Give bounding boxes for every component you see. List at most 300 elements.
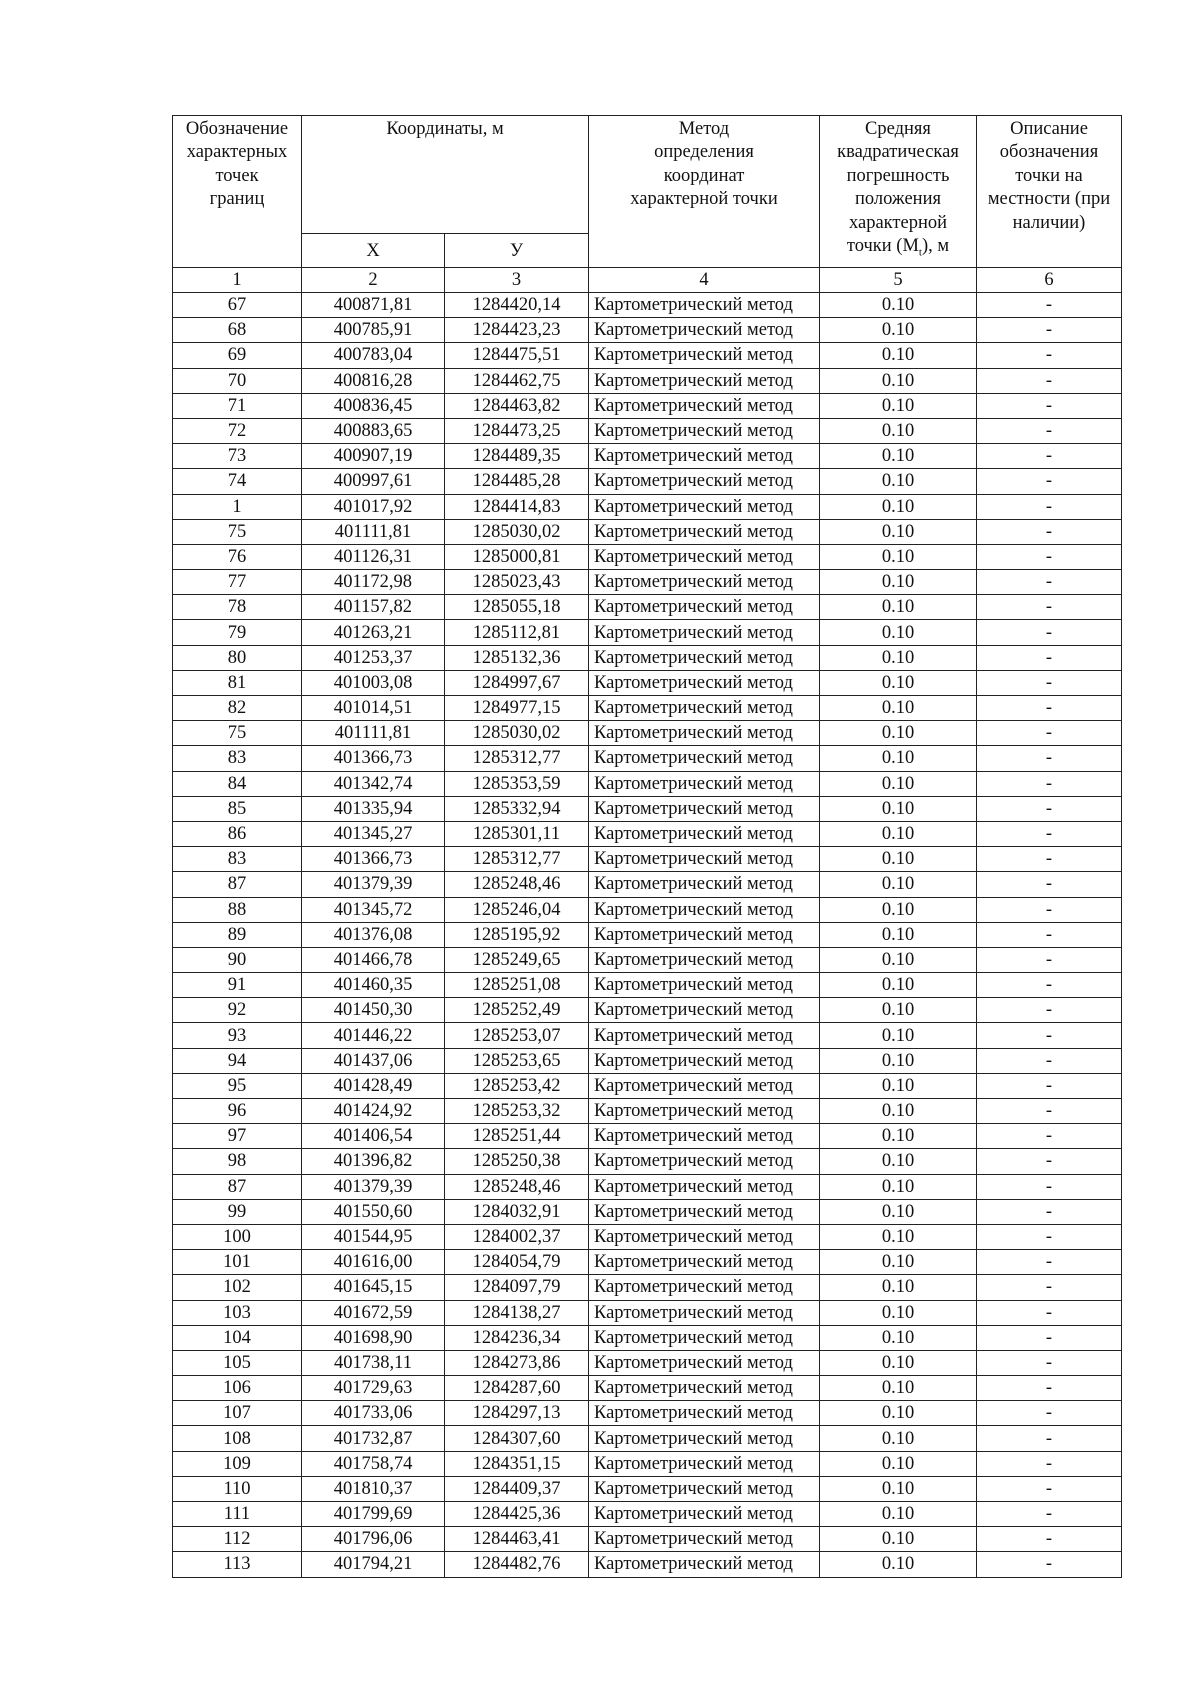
y-coordinate-cell: 1285253,07 (445, 1023, 589, 1048)
method-cell: Картометрический метод (589, 418, 820, 443)
table-row (173, 1250, 1122, 1275)
method-cell: Картометрический метод (589, 1350, 820, 1375)
table-row (173, 998, 1122, 1023)
table-row (173, 519, 1122, 544)
method-cell: Картометрический метод (589, 343, 820, 368)
description-cell: - (977, 1023, 1122, 1048)
table-row (173, 1149, 1122, 1174)
table-row (173, 973, 1122, 998)
point-number-cell: 95 (173, 1073, 302, 1098)
point-number-cell: 94 (173, 1048, 302, 1073)
y-coordinate-cell: 1285055,18 (445, 595, 589, 620)
y-coordinate-cell: 1284463,41 (445, 1527, 589, 1552)
x-coordinate-cell: 400783,04 (302, 343, 445, 368)
table-row (173, 1350, 1122, 1375)
method-cell: Картометрический метод (589, 670, 820, 695)
method-cell: Картометрический метод (589, 1552, 820, 1577)
description-cell: - (977, 645, 1122, 670)
description-cell: - (977, 1552, 1122, 1577)
point-number-cell: 73 (173, 444, 302, 469)
description-cell: - (977, 1502, 1122, 1527)
description-cell: - (977, 1073, 1122, 1098)
table-row (173, 746, 1122, 771)
y-coordinate-cell: 1285248,46 (445, 872, 589, 897)
table-row (173, 721, 1122, 746)
error-cell: 0.10 (820, 570, 977, 595)
y-coordinate-cell: 1284482,76 (445, 1552, 589, 1577)
x-coordinate-cell: 401406,54 (302, 1124, 445, 1149)
x-coordinate-cell: 401450,30 (302, 998, 445, 1023)
point-number-cell: 89 (173, 922, 302, 947)
point-number-cell: 71 (173, 393, 302, 418)
error-cell: 0.10 (820, 494, 977, 519)
x-coordinate-cell: 401446,22 (302, 1023, 445, 1048)
method-cell: Картометрический метод (589, 645, 820, 670)
error-cell: 0.10 (820, 771, 977, 796)
x-coordinate-cell: 401672,59 (302, 1300, 445, 1325)
method-cell: Картометрический метод (589, 544, 820, 569)
method-cell: Картометрический метод (589, 1073, 820, 1098)
y-coordinate-cell: 1285132,36 (445, 645, 589, 670)
x-coordinate-cell: 401758,74 (302, 1451, 445, 1476)
table-row (173, 847, 1122, 872)
error-cell: 0.10 (820, 1023, 977, 1048)
method-cell: Картометрический метод (589, 1502, 820, 1527)
x-coordinate-cell: 401810,37 (302, 1476, 445, 1501)
y-coordinate-cell: 1284473,25 (445, 418, 589, 443)
method-cell: Картометрический метод (589, 771, 820, 796)
method-cell: Картометрический метод (589, 1300, 820, 1325)
y-coordinate-cell: 1284054,79 (445, 1250, 589, 1275)
x-coordinate-cell: 401460,35 (302, 973, 445, 998)
x-coordinate-cell: 400997,61 (302, 469, 445, 494)
table-row (173, 544, 1122, 569)
header-mean-square-error: Средняя квадратическая погрешность положения характерной точки $(M_t)$, м (820, 116, 977, 268)
y-coordinate-cell: 1285248,46 (445, 1174, 589, 1199)
point-number-cell: 98 (173, 1149, 302, 1174)
table-row (173, 1124, 1122, 1149)
y-coordinate-cell: 1284097,79 (445, 1275, 589, 1300)
x-coordinate-cell: 401172,98 (302, 570, 445, 595)
error-cell: 0.10 (820, 343, 977, 368)
table-row (173, 821, 1122, 846)
x-coordinate-cell: 401428,49 (302, 1073, 445, 1098)
description-cell: - (977, 494, 1122, 519)
method-cell: Картометрический метод (589, 1224, 820, 1249)
error-cell: 0.10 (820, 645, 977, 670)
y-coordinate-cell: 1284273,86 (445, 1350, 589, 1375)
y-coordinate-cell: 1285023,43 (445, 570, 589, 595)
point-number-cell: 83 (173, 847, 302, 872)
table-row (173, 393, 1122, 418)
description-cell: - (977, 922, 1122, 947)
point-number-cell: 87 (173, 1174, 302, 1199)
x-coordinate-cell: 401437,06 (302, 1048, 445, 1073)
header-point-designation: Обозначение характерных точек границ (173, 116, 302, 268)
method-cell: Картометрический метод (589, 318, 820, 343)
error-cell: 0.10 (820, 595, 977, 620)
point-number-cell: 85 (173, 796, 302, 821)
x-coordinate-cell: 401111,81 (302, 519, 445, 544)
table-row (173, 494, 1122, 519)
x-coordinate-cell: 401738,11 (302, 1350, 445, 1375)
point-number-cell: 104 (173, 1325, 302, 1350)
description-cell: - (977, 746, 1122, 771)
y-coordinate-cell: 1285030,02 (445, 721, 589, 746)
point-number-cell: 70 (173, 368, 302, 393)
table-row (173, 771, 1122, 796)
y-coordinate-cell: 1284351,15 (445, 1451, 589, 1476)
header-point-description: Описание обозначения точки на местности (при наличии) (977, 116, 1122, 268)
point-number-cell: 72 (173, 418, 302, 443)
x-coordinate-cell: 400816,28 (302, 368, 445, 393)
y-coordinate-cell: 1284307,60 (445, 1426, 589, 1451)
point-number-cell: 97 (173, 1124, 302, 1149)
y-coordinate-cell: 1285000,81 (445, 544, 589, 569)
method-cell: Картометрический метод (589, 746, 820, 771)
method-cell: Картометрический метод (589, 570, 820, 595)
description-cell: - (977, 821, 1122, 846)
header-x: Х (302, 234, 445, 268)
point-number-cell: 105 (173, 1350, 302, 1375)
method-cell: Картометрический метод (589, 872, 820, 897)
error-cell: 0.10 (820, 670, 977, 695)
description-cell: - (977, 293, 1122, 318)
point-number-cell: 102 (173, 1275, 302, 1300)
point-number-cell: 77 (173, 570, 302, 595)
description-cell: - (977, 872, 1122, 897)
table-row (173, 343, 1122, 368)
point-number-cell: 80 (173, 645, 302, 670)
method-cell: Картометрический метод (589, 922, 820, 947)
method-cell: Картометрический метод (589, 696, 820, 721)
description-cell: - (977, 393, 1122, 418)
point-number-cell: 75 (173, 519, 302, 544)
table-row (173, 595, 1122, 620)
table-row (173, 1552, 1122, 1577)
x-coordinate-cell: 401729,63 (302, 1376, 445, 1401)
y-coordinate-cell: 1285252,49 (445, 998, 589, 1023)
method-cell: Картометрический метод (589, 620, 820, 645)
point-number-cell: 1 (173, 494, 302, 519)
point-number-cell: 87 (173, 872, 302, 897)
y-coordinate-cell: 1285251,44 (445, 1124, 589, 1149)
x-coordinate-cell: 401732,87 (302, 1426, 445, 1451)
point-number-cell: 88 (173, 897, 302, 922)
error-cell: 0.10 (820, 1451, 977, 1476)
point-number-cell: 96 (173, 1099, 302, 1124)
column-number: 6 (977, 268, 1122, 293)
point-number-cell: 76 (173, 544, 302, 569)
header-y: У (445, 234, 589, 268)
error-cell: 0.10 (820, 444, 977, 469)
error-cell: 0.10 (820, 1426, 977, 1451)
point-number-cell: 112 (173, 1527, 302, 1552)
error-cell: 0.10 (820, 897, 977, 922)
description-cell: - (977, 469, 1122, 494)
error-cell: 0.10 (820, 947, 977, 972)
error-cell: 0.10 (820, 293, 977, 318)
y-coordinate-cell: 1285251,08 (445, 973, 589, 998)
table-row (173, 897, 1122, 922)
point-number-cell: 67 (173, 293, 302, 318)
x-coordinate-cell: 401550,60 (302, 1199, 445, 1224)
description-cell: - (977, 1476, 1122, 1501)
description-cell: - (977, 368, 1122, 393)
description-cell: - (977, 1199, 1122, 1224)
x-coordinate-cell: 401645,15 (302, 1275, 445, 1300)
description-cell: - (977, 847, 1122, 872)
method-cell: Картометрический метод (589, 1401, 820, 1426)
x-coordinate-cell: 401544,95 (302, 1224, 445, 1249)
description-cell: - (977, 998, 1122, 1023)
table-row (173, 1476, 1122, 1501)
table-row (173, 670, 1122, 695)
table-row (173, 1023, 1122, 1048)
method-cell: Картометрический метод (589, 897, 820, 922)
error-cell: 0.10 (820, 1552, 977, 1577)
table-row (173, 1174, 1122, 1199)
description-cell: - (977, 1250, 1122, 1275)
description-cell: - (977, 721, 1122, 746)
table-row (173, 1048, 1122, 1073)
description-cell: - (977, 1325, 1122, 1350)
table-row (173, 1199, 1122, 1224)
table-row (173, 645, 1122, 670)
description-cell: - (977, 1124, 1122, 1149)
error-cell: 0.10 (820, 1300, 977, 1325)
error-cell: 0.10 (820, 1174, 977, 1199)
table-row (173, 696, 1122, 721)
method-cell: Картометрический метод (589, 796, 820, 821)
error-cell: 0.10 (820, 620, 977, 645)
table-row (173, 872, 1122, 897)
error-cell: 0.10 (820, 1149, 977, 1174)
y-coordinate-cell: 1284489,35 (445, 444, 589, 469)
description-cell: - (977, 418, 1122, 443)
method-cell: Картометрический метод (589, 821, 820, 846)
y-coordinate-cell: 1284463,82 (445, 393, 589, 418)
point-number-cell: 91 (173, 973, 302, 998)
y-coordinate-cell: 1285353,59 (445, 771, 589, 796)
error-cell: 0.10 (820, 721, 977, 746)
description-cell: - (977, 1174, 1122, 1199)
y-coordinate-cell: 1284409,37 (445, 1476, 589, 1501)
description-cell: - (977, 696, 1122, 721)
x-coordinate-cell: 401698,90 (302, 1325, 445, 1350)
description-cell: - (977, 1376, 1122, 1401)
error-cell: 0.10 (820, 1527, 977, 1552)
point-number-cell: 83 (173, 746, 302, 771)
point-number-cell: 109 (173, 1451, 302, 1476)
point-number-cell: 81 (173, 670, 302, 695)
point-number-cell: 93 (173, 1023, 302, 1048)
error-cell: 0.10 (820, 1073, 977, 1098)
table-row (173, 368, 1122, 393)
x-coordinate-cell: 401263,21 (302, 620, 445, 645)
table-row (173, 1527, 1122, 1552)
error-cell: 0.10 (820, 821, 977, 846)
table-row (173, 1099, 1122, 1124)
description-cell: - (977, 1451, 1122, 1476)
method-cell: Картометрический метод (589, 444, 820, 469)
y-coordinate-cell: 1284002,37 (445, 1224, 589, 1249)
y-coordinate-cell: 1285253,32 (445, 1099, 589, 1124)
x-coordinate-cell: 401376,08 (302, 922, 445, 947)
point-number-cell: 100 (173, 1224, 302, 1249)
method-cell: Картометрический метод (589, 293, 820, 318)
point-number-cell: 78 (173, 595, 302, 620)
x-coordinate-cell: 401379,39 (302, 1174, 445, 1199)
point-number-cell: 107 (173, 1401, 302, 1426)
error-cell: 0.10 (820, 796, 977, 821)
table-row (173, 620, 1122, 645)
x-coordinate-cell: 401003,08 (302, 670, 445, 695)
error-cell: 0.10 (820, 1099, 977, 1124)
x-coordinate-cell: 400871,81 (302, 293, 445, 318)
error-cell: 0.10 (820, 1476, 977, 1501)
table-row (173, 293, 1122, 318)
error-cell: 0.10 (820, 393, 977, 418)
method-cell: Картометрический метод (589, 1250, 820, 1275)
table-row (173, 570, 1122, 595)
description-cell: - (977, 595, 1122, 620)
y-coordinate-cell: 1284138,27 (445, 1300, 589, 1325)
error-cell: 0.10 (820, 1325, 977, 1350)
x-coordinate-cell: 401126,31 (302, 544, 445, 569)
method-cell: Картометрический метод (589, 1376, 820, 1401)
table-row (173, 1275, 1122, 1300)
x-coordinate-cell: 401014,51 (302, 696, 445, 721)
x-coordinate-cell: 401733,06 (302, 1401, 445, 1426)
y-coordinate-cell: 1284297,13 (445, 1401, 589, 1426)
table-row (173, 922, 1122, 947)
point-number-cell: 92 (173, 998, 302, 1023)
x-coordinate-cell: 401396,82 (302, 1149, 445, 1174)
y-coordinate-cell: 1285301,11 (445, 821, 589, 846)
error-cell: 0.10 (820, 418, 977, 443)
table-row (173, 1502, 1122, 1527)
description-cell: - (977, 1099, 1122, 1124)
description-cell: - (977, 771, 1122, 796)
table-row (173, 1426, 1122, 1451)
description-cell: - (977, 973, 1122, 998)
error-cell: 0.10 (820, 368, 977, 393)
description-cell: - (977, 444, 1122, 469)
table-row (173, 1300, 1122, 1325)
table-row (173, 796, 1122, 821)
x-coordinate-cell: 401616,00 (302, 1250, 445, 1275)
point-number-cell: 86 (173, 821, 302, 846)
y-coordinate-cell: 1285253,42 (445, 1073, 589, 1098)
error-cell: 0.10 (820, 1502, 977, 1527)
error-cell: 0.10 (820, 544, 977, 569)
point-number-cell: 108 (173, 1426, 302, 1451)
error-cell: 0.10 (820, 696, 977, 721)
y-coordinate-cell: 1284977,15 (445, 696, 589, 721)
x-coordinate-cell: 400883,65 (302, 418, 445, 443)
error-cell: 0.10 (820, 1350, 977, 1375)
point-number-cell: 111 (173, 1502, 302, 1527)
point-number-cell: 113 (173, 1552, 302, 1577)
x-coordinate-cell: 401017,92 (302, 494, 445, 519)
table-row (173, 1224, 1122, 1249)
y-coordinate-cell: 1285332,94 (445, 796, 589, 821)
method-cell: Картометрический метод (589, 595, 820, 620)
method-cell: Картометрический метод (589, 1174, 820, 1199)
header-coordinates: Координаты, м (302, 116, 589, 234)
column-number: 5 (820, 268, 977, 293)
y-coordinate-cell: 1284236,34 (445, 1325, 589, 1350)
method-cell: Картометрический метод (589, 1426, 820, 1451)
y-coordinate-cell: 1284462,75 (445, 368, 589, 393)
error-cell: 0.10 (820, 922, 977, 947)
point-number-cell: 74 (173, 469, 302, 494)
method-cell: Картометрический метод (589, 1476, 820, 1501)
description-cell: - (977, 544, 1122, 569)
table-row (173, 947, 1122, 972)
y-coordinate-cell: 1285250,38 (445, 1149, 589, 1174)
y-coordinate-cell: 1284423,23 (445, 318, 589, 343)
point-number-cell: 75 (173, 721, 302, 746)
x-coordinate-cell: 400907,19 (302, 444, 445, 469)
y-coordinate-cell: 1284287,60 (445, 1376, 589, 1401)
method-cell: Картометрический метод (589, 1325, 820, 1350)
boundary-points-table (172, 115, 1122, 1578)
x-coordinate-cell: 401335,94 (302, 796, 445, 821)
point-number-cell: 99 (173, 1199, 302, 1224)
x-coordinate-cell: 401799,69 (302, 1502, 445, 1527)
y-coordinate-cell: 1285030,02 (445, 519, 589, 544)
point-number-cell: 79 (173, 620, 302, 645)
error-cell: 0.10 (820, 1275, 977, 1300)
table-row (173, 469, 1122, 494)
method-cell: Картометрический метод (589, 721, 820, 746)
method-cell: Картометрический метод (589, 1527, 820, 1552)
column-number: 3 (445, 268, 589, 293)
x-coordinate-cell: 401466,78 (302, 947, 445, 972)
x-coordinate-cell: 401796,06 (302, 1527, 445, 1552)
y-coordinate-cell: 1284425,36 (445, 1502, 589, 1527)
table-body (173, 293, 1122, 1578)
x-coordinate-cell: 401424,92 (302, 1099, 445, 1124)
method-cell: Картометрический метод (589, 1275, 820, 1300)
description-cell: - (977, 570, 1122, 595)
point-number-cell: 82 (173, 696, 302, 721)
y-coordinate-cell: 1284475,51 (445, 343, 589, 368)
error-cell: 0.10 (820, 1401, 977, 1426)
table-row (173, 1073, 1122, 1098)
error-cell: 0.10 (820, 469, 977, 494)
error-cell: 0.10 (820, 746, 977, 771)
table-row (173, 1325, 1122, 1350)
point-number-cell: 101 (173, 1250, 302, 1275)
description-cell: - (977, 1048, 1122, 1073)
x-coordinate-cell: 401345,27 (302, 821, 445, 846)
error-cell: 0.10 (820, 998, 977, 1023)
y-coordinate-cell: 1284485,28 (445, 469, 589, 494)
y-coordinate-cell: 1284420,14 (445, 293, 589, 318)
error-cell: 0.10 (820, 847, 977, 872)
method-cell: Картометрический метод (589, 393, 820, 418)
y-coordinate-cell: 1285312,77 (445, 847, 589, 872)
x-coordinate-cell: 400785,91 (302, 318, 445, 343)
point-number-cell: 103 (173, 1300, 302, 1325)
description-cell: - (977, 1350, 1122, 1375)
method-cell: Картометрический метод (589, 1199, 820, 1224)
description-cell: - (977, 1527, 1122, 1552)
error-cell: 0.10 (820, 1124, 977, 1149)
